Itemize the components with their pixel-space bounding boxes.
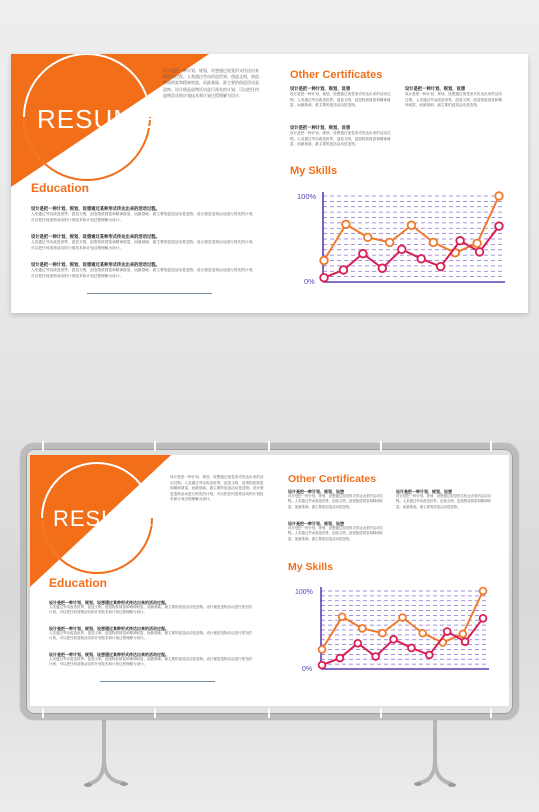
stand-foot (84, 783, 92, 787)
certificate-item-body: 设计是把一种计划、规划、设想通过视觉形式传达出来的活动过程。人类通过劳动改造世界，创造文明，创造物质财富和精神财富，而最基础、最主要的创造活动是造物。 (288, 494, 383, 509)
data-point (430, 239, 438, 247)
education-item-body: 人类通过劳动改造世界，创造文明，创造物质财富和精神财富，而最基础、最主要的创造活动是造物。设计便是造物活动进行预先的计划，可以把任何造物活动的计划技术和计划过程理解为设计。 (31, 240, 256, 250)
data-point (364, 233, 372, 241)
certificate-item-heading: 设计是把一种计划、规划、设想 (396, 489, 452, 494)
intro-text: 设计是把一种计划、规划、设想通过视觉形式传达出来的活动过程。人类通过劳动改造世界，创造文明，创造物质财富和精神财富，而最基础、最主要的创造活动是造物。设计便是造物活动进行预先的计划，可以把任何造物活动的计划技术和计划过程理解为设计。 (170, 475, 264, 502)
certificate-item-heading: 设计是把一种计划、规划、设想 (288, 489, 344, 494)
data-point (398, 246, 406, 254)
certificate-item-body: 设计是把一种计划、规划、设想通过视觉形式传达出来的活动过程。人类通过劳动改造世界，创造文明，创造物质财富和精神财富，而最基础、最主要的创造活动是造物。 (288, 526, 383, 541)
certificate-item-heading: 设计是把一种计划、规划、设想 (290, 86, 351, 91)
data-point (456, 237, 464, 245)
skills-chart-svg (285, 188, 511, 288)
certificate-item-body: 设计是把一种计划、规划、设想通过视觉形式传达出来的活动过程。人类通过劳动改造世界，创造文明，创造物质财富和精神财富，而最基础、最主要的创造活动是造物。 (405, 92, 503, 108)
education-item-body: 人类通过劳动改造世界，创造文明，创造物质财富和精神财富，而最基础、最主要的创造活动是造物。设计便是造物活动进行预先的计划，可以把任何造物活动的计划技术和计划过程理解为设计。 (31, 212, 256, 222)
certificates-title: Other Certificates (290, 69, 383, 81)
certificate-item-heading: 设计是把一种计划、规划、设想 (405, 86, 466, 91)
banner-clip (490, 708, 492, 718)
education-item-heading: 设计是把一种计划、规划、设想通过某种形式传达出来的活动过程。 (31, 262, 160, 267)
data-point (342, 221, 350, 229)
skills-title: My Skills (290, 165, 338, 177)
certificate-item-heading: 设计是把一种计划、规划、设想 (288, 521, 344, 526)
education-item-heading: 设计是把一种计划、规划、设想通过某种形式传达出来的活动过程。 (49, 600, 169, 605)
data-point (320, 257, 328, 265)
certificate-item-body: 设计是把一种计划、规划、设想通过视觉形式传达出来的活动过程。人类通过劳动改造世界，创造文明，创造物质财富和精神财富，而最基础、最主要的创造活动是造物。 (290, 131, 391, 147)
stand-foot (414, 782, 422, 786)
skills-title: My Skills (288, 561, 333, 573)
banner-clip (42, 708, 44, 718)
resume-word: RESUME (53, 506, 154, 531)
skills-chart (285, 188, 511, 288)
banner-clip (268, 708, 270, 718)
banner-clip (154, 708, 156, 718)
education-item-heading: 设计是把一种计划、规划、设想通过某种形式传达出来的活动过程。 (49, 626, 169, 631)
data-point (476, 248, 484, 256)
education-item-body: 人类通过劳动改造世界，创造文明，创造物质财富和精神财富，而最基础、最主要的创造活动是造物。设计便是造物活动进行预先的计划，可以把任何造物活动的计划技术和计划过程理解为设计。 (49, 605, 252, 615)
stand-leg-left (88, 720, 124, 784)
intro-text: 设计是把一种计划、规划、设想通过视觉形式传达出来的活动过程。人类通过劳动改造世界，创造文明，创造物质财富和精神财富，而最基础、最主要的创造活动是造物。设计便是造物活动进行预先的计划，可以把任何造物活动的计划技术和计划过程理解为设计。 (163, 68, 259, 98)
education-item-body: 人类通过劳动改造世界，创造文明，创造物质财富和精神财富，而最基础、最主要的创造活动是造物。设计便是造物活动进行预先的计划，可以把任何造物活动的计划技术和计划过程理解为设计。 (49, 631, 252, 641)
certificate-item-heading: 设计是把一种计划、规划、设想 (290, 125, 351, 130)
stand-leg-right (418, 720, 452, 784)
stand-foot (448, 783, 456, 787)
certificate-item-body: 设计是把一种计划、规划、设想通过视觉形式传达出来的活动过程。人类通过劳动改造世界，创造文明，创造物质财富和精神财富，而最基础、最主要的创造活动是造物。 (396, 494, 491, 509)
data-point (495, 222, 503, 230)
education-item-body: 人类通过劳动改造世界，创造文明，创造物质财富和精神财富，而最基础、最主要的创造活动是造物。设计便是造物活动进行预先的计划，可以把任何造物活动的计划技术和计划过程理解为设计。 (31, 268, 256, 278)
data-point (408, 221, 416, 229)
y-tick-label: 0% (304, 277, 315, 286)
data-point (379, 264, 387, 272)
banner-clip (490, 441, 492, 451)
banner-frame (20, 443, 519, 720)
education-title: Education (31, 181, 90, 195)
education-item-heading: 设计是把一种计划、规划、设想通过某种形式传达出来的活动过程。 (49, 652, 169, 657)
certificates-title: Other Certificates (288, 473, 377, 485)
certificate-item-body: 设计是把一种计划、规划、设想通过视觉形式传达出来的活动过程。人类通过劳动改造世界，创造文明，创造物质财富和精神财富，而最基础、最主要的创造活动是造物。 (290, 92, 391, 108)
data-point (495, 192, 503, 200)
data-point (417, 255, 425, 263)
y-tick-label: 0% (302, 666, 313, 673)
data-point (320, 274, 328, 282)
banner-clip (154, 441, 156, 451)
banner-clip (380, 708, 382, 718)
stand-foot (120, 782, 128, 786)
education-item-heading: 设计是把一种计划、规划、设想通过某种形式传达出来的活动过程。 (31, 234, 160, 239)
data-point (386, 239, 394, 247)
banner-clip (268, 441, 270, 451)
education-rule (87, 293, 212, 294)
data-point (359, 250, 367, 258)
resume-panel-top (11, 54, 528, 313)
y-tick-label: 100% (295, 589, 313, 596)
data-point (340, 266, 348, 274)
resume-word: RESUME (37, 104, 155, 134)
y-tick-label: 100% (297, 192, 317, 201)
data-point (473, 240, 481, 248)
education-item-body: 人类通过劳动改造世界，创造文明，创造物质财富和精神财富，而最基础、最主要的创造活动是造物。设计便是造物活动进行预先的计划，可以把任何造物活动的计划技术和计划过程理解为设计。 (49, 657, 252, 667)
banner-clip (380, 441, 382, 451)
data-point (437, 263, 445, 271)
banner-clip (42, 441, 44, 451)
education-title: Education (49, 576, 108, 590)
education-item-heading: 设计是把一种计划、规划、设想通过某种形式传达出来的活动过程。 (31, 206, 160, 211)
